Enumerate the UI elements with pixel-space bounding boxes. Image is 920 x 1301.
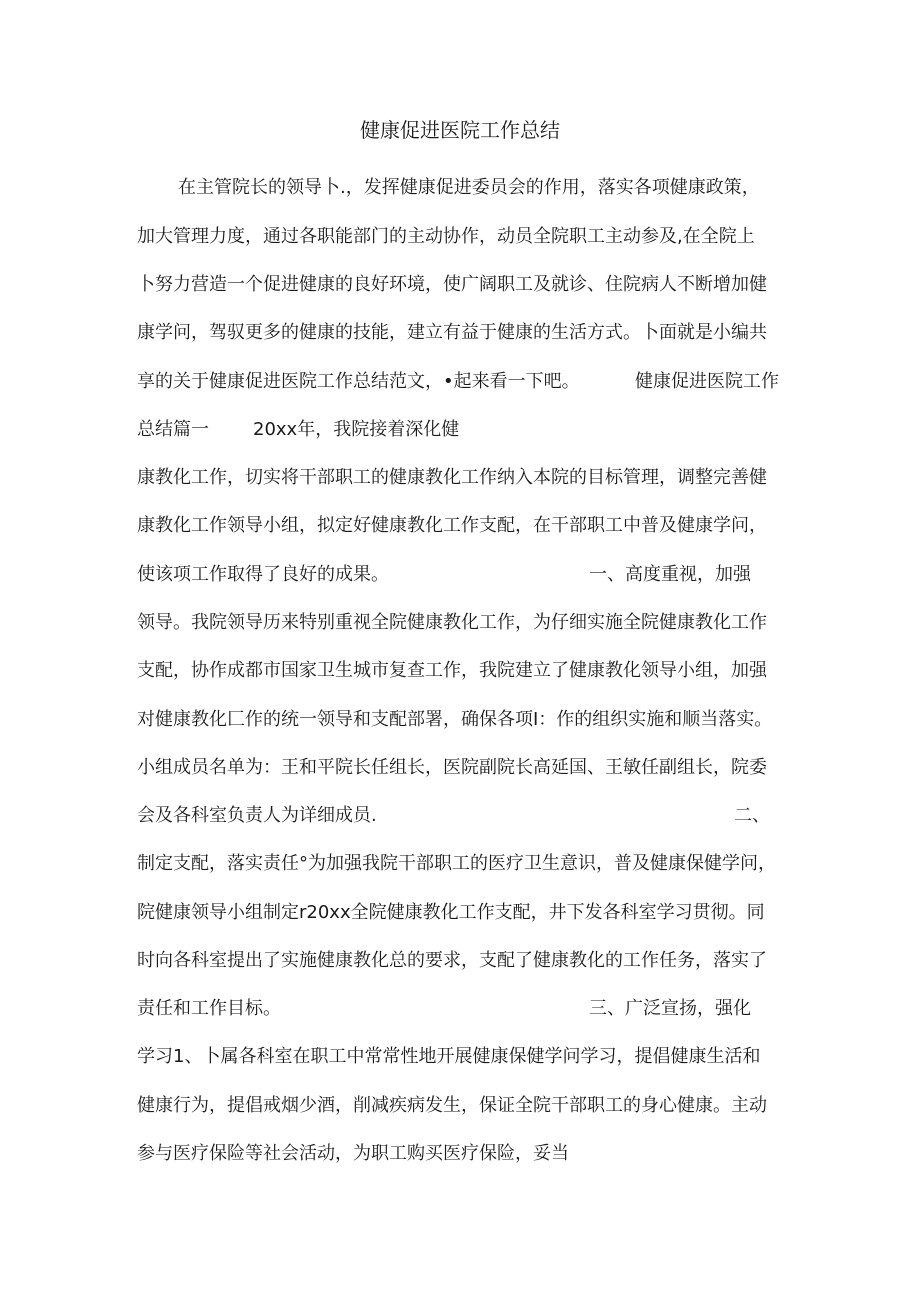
text-line [137, 367, 787, 397]
text-line: 参与医疗保险等社会活动，为职工购买医疗保险，妥当 [137, 1143, 569, 1164]
text-line: 支配，协作成都市国家卫生城市复查工作，我院建立了健康教化领导小组，加强 [137, 660, 767, 681]
inline-heading: 健康促进医院工作 [635, 371, 779, 392]
text-line: 康教化工作，切实将干部职工的健康教化工作纳入本院的目标管理，调整完善健 [137, 467, 767, 488]
text-line [137, 801, 777, 831]
text-line: 健康行为，提倡戒烟少酒，削减疾病发生，保证全院干部职工的身心健康。主动 [137, 1095, 767, 1116]
text-line: 卜努力营造一个促进健康的良好环境，使广阔职工及就诊、住院病人不断增加健 [137, 274, 767, 295]
text-segment: 20xx年，我院接着深化健 [253, 419, 460, 440]
text-line: 学习1、卜属各科室在职工中常常性地开展健康保健学问学习，提倡健康生活和 [137, 1046, 761, 1067]
inline-heading: 一、高度重视，加强 [589, 564, 751, 585]
text-segment: 责任和工作目标。 [137, 998, 281, 1019]
text-line: 加大管理力度，通过各职能部门的主动协作，动员全院职工主动参及,在全院上 [137, 226, 755, 247]
text-line: 对健康教化匚作的统一领导和支配部署，确保各项I：作的组织实施和顺当落实。 [137, 709, 773, 730]
text-line: 院健康领导小组制定r20xx全院健康教化工作支配，井下发各科室学习贯彻。同 [137, 902, 765, 923]
text-line: 康教化工作领导小组，拟定好健康教化工作支配，在干部职工中普及健康学问， [137, 515, 767, 536]
inline-heading: 二、 [734, 805, 770, 826]
text-line: 小组成员名单为：王和平院长任组长，医院副院长高延国、王敏任副组长，院委 [137, 757, 767, 778]
text-segment: 会及各科室负责人为详细成员. [137, 805, 377, 826]
text-line: 制定支配，落实责任°为加强我院干部职工的医疗卫生意识，普及健康保健学问， [137, 853, 776, 874]
text-line [137, 415, 537, 445]
inline-heading: 三、广泛宣扬，强化 [589, 998, 751, 1019]
page-title: 健康促进医院工作总结 [360, 118, 560, 142]
text-line: 时向各科室提出了实施健康教化总的要求，支配了健康教化的工作任务，落实了 [137, 950, 767, 971]
text-segment: 享的关于健康促进医院工作总结范文，•起来看一下吧。 [137, 371, 580, 392]
text-segment: 使该项工作取得了良好的成果。 [137, 564, 389, 585]
text-segment: 总结篇一 [137, 419, 209, 440]
text-line: 在主管院长的领导卜.，发挥健康促进委员会的作用，落实各项健康政策， [178, 177, 760, 198]
text-line [137, 994, 777, 1024]
text-line: 康学问，驾驭更多的健康的技能，建立有益于健康的生活方式。卜面就是小编共 [137, 322, 767, 343]
text-line [137, 560, 777, 590]
text-line: 领导。我院领导历来特别重视全院健康教化工作，为仔细实施全院健康教化工作 [137, 612, 767, 633]
